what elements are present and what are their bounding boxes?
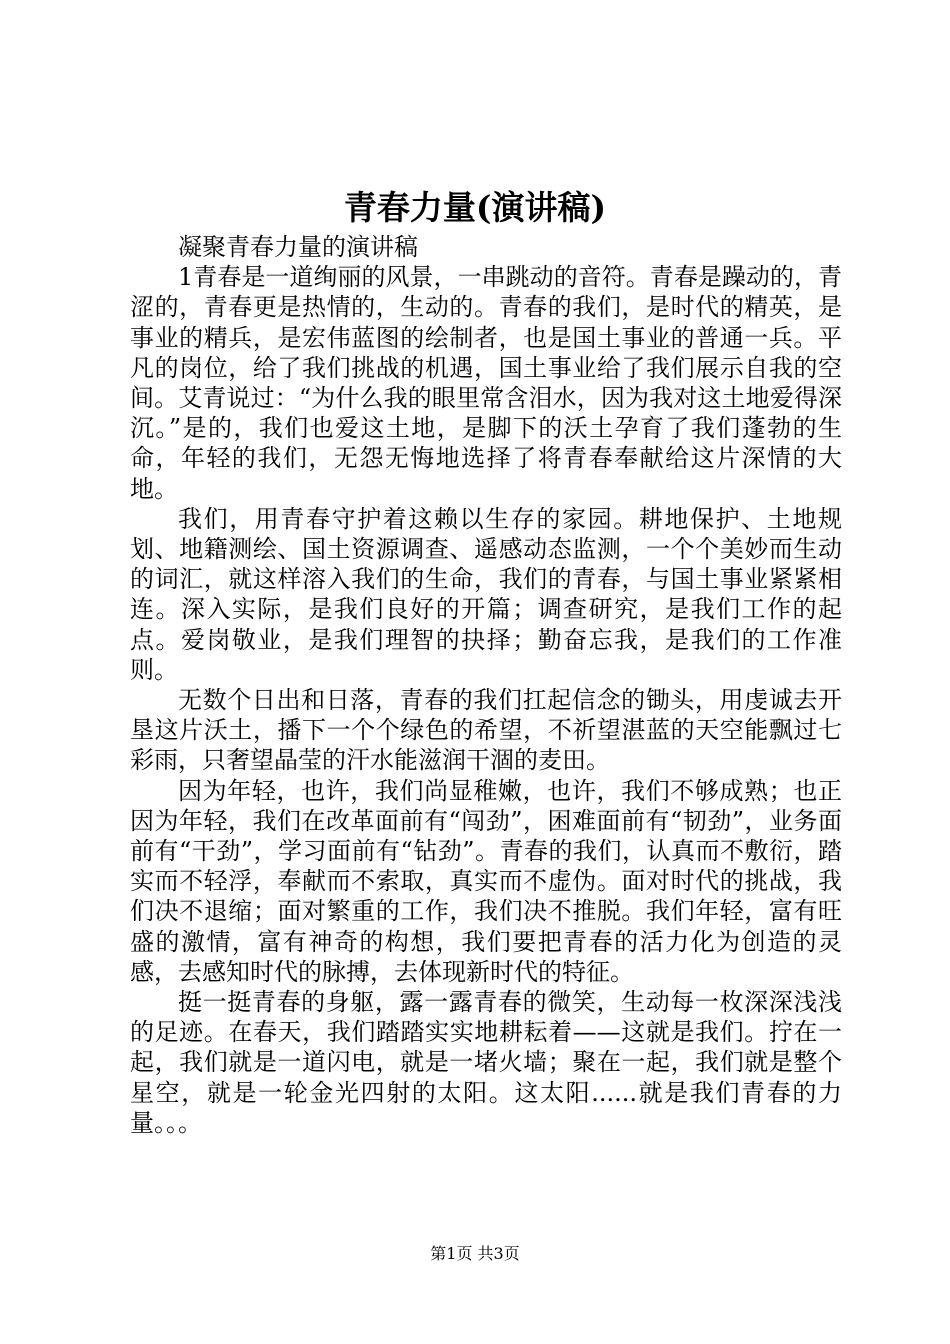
document-title: 青春力量(演讲稿) [343, 188, 607, 227]
paragraph: 1青春是一道绚丽的风景，一串跳动的音符。青春是躁动的，青涩的，青春更是热情的，生动的。青春的我们，是时代的精英，是事业的精兵，是宏伟蓝图的绘制者，也是国土事业的普通一兵。平凡的岗位，给了我们挑战的机遇，国土事业给了我们展示自我的空间。艾青说过：“为什么我的眼里常含泪水，因为我对这土地爱得深沉。”是的，我们也爱这土地，是脚下的沃土孕育了我们蓬勃的生命，年轻的我们，无怨无悔地选择了将青春奉献给这片深情的大地。 [130, 263, 842, 503]
paragraph: 无数个日出和日落，青春的我们扛起信念的锄头，用虔诚去开垦这片沃土，播下一个个绿色的希望，不祈望湛蓝的天空能飘过七彩雨，只奢望晶莹的汗水能滋润干涸的麦田。 [130, 686, 842, 775]
paragraph: 挺一挺青春的身躯，露一露青春的微笑，生动每一枚深深浅浅的足迹。在春天，我们踏踏实实地耕耘着——这就是我们。拧在一起，我们就是一道闪电，就是一堵火墙；聚在一起，我们就是整个星空，就是一轮金光四射的太阳。这太阳......就是我们青春的力量。。。 [130, 988, 842, 1137]
document-body [130, 232, 842, 1138]
paragraph: 因为年轻，也许，我们尚显稚嫩，也许，我们不够成熟；也正因为年轻，我们在改革面前有“闯劲”，困难面前有“韧劲”，业务面前有“干劲”，学习面前有“钻劲”。青春的我们，认真而不敷衍，踏实而不轻浮，奉献而不索取，真实而不虚伪。面对时代的挑战，我们决不退缩；面对繁重的工作，我们决不推脱。我们年轻，富有旺盛的激情，富有神奇的构想，我们要把青春的活力化为创造的灵感，去感知时代的脉搏，去体现新时代的特征。 [130, 776, 842, 986]
paragraph: 我们，用青春守护着这赖以生存的家园。耕地保护、土地规划、地籍测绘、国土资源调查、遥感动态监测，一个个美妙而生动的词汇，就这样溶入我们的生命，我们的青春，与国土事业紧紧相连。深入实际，是我们良好的开篇；调查研究，是我们工作的起点。爱岗敬业，是我们理智的抉择；勤奋忘我，是我们的工作准则。 [130, 504, 842, 684]
paragraph-subtitle: 凝聚青春力量的演讲稿 [178, 233, 418, 261]
page-footer: 第1页 共3页 [430, 1244, 520, 1263]
